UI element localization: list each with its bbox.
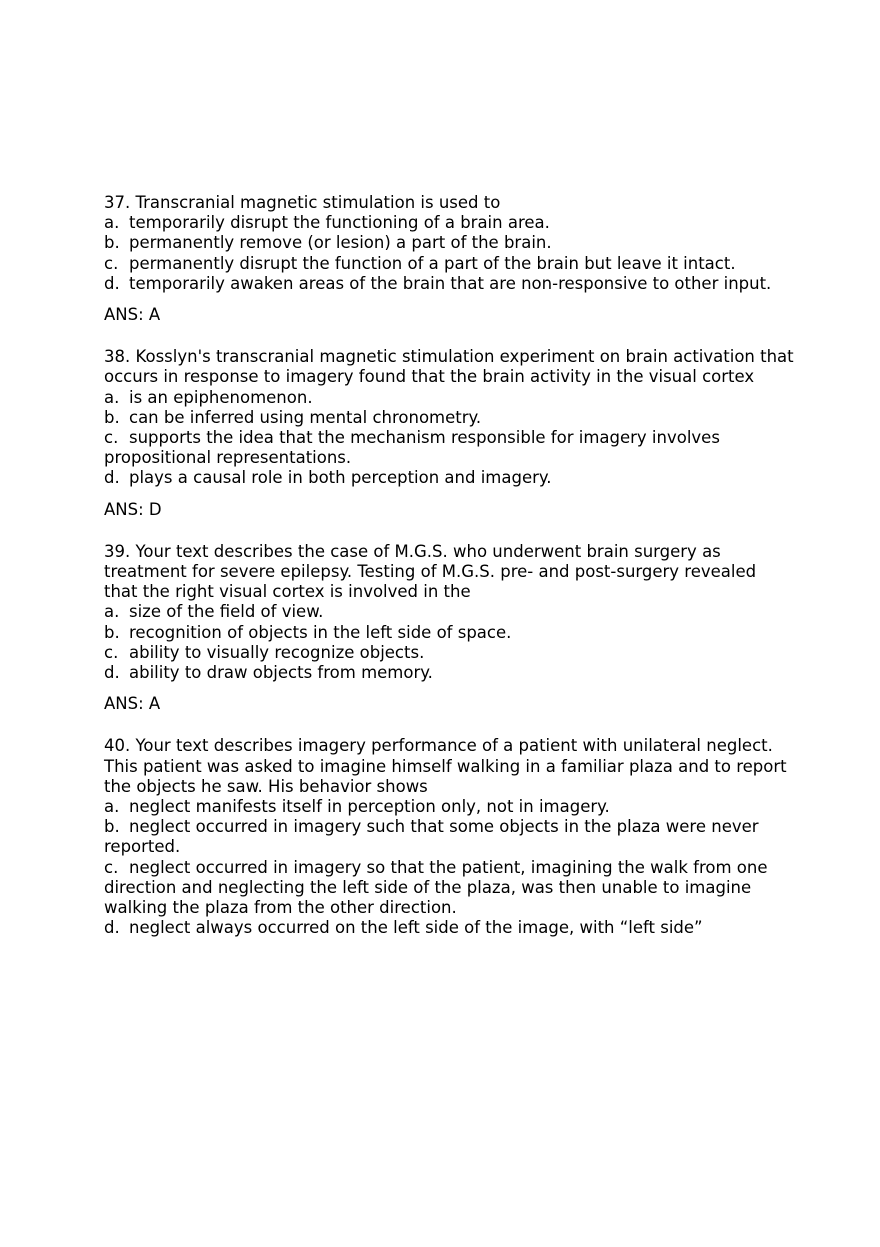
option-text: is an epiphenomenon. [129,387,313,407]
option-d [104,663,794,683]
option-d [104,918,794,938]
option-c [104,254,794,274]
option-text: ability to visually recognize objects. [129,642,425,662]
option-letter: a. [104,213,120,233]
answer-key: ANS: A [104,305,161,325]
option-text: permanently disrupt the function of a part of the brain but leave it intact. [129,253,736,273]
option-letter: d. [104,273,120,293]
option-text: can be inferred using mental chronometry. [129,407,482,427]
option-d [104,274,794,294]
option-a [104,797,794,817]
option-text: plays a causal role in both perception and imagery. [129,468,552,488]
option-text: temporarily awaken areas of the brain that are non-responsive to other input. [129,273,772,293]
option-a [104,388,794,408]
option-letter: b. [104,407,120,427]
option-text: neglect always occurred on the left side of the image, with “left side” [129,918,703,938]
option-letter: b. [104,817,120,837]
option-letter: c. [104,428,119,448]
option-text: supports the idea that the mechanism responsible for imagery involves propositional representations. [104,428,720,468]
option-text: recognition of objects in the left side of space. [129,622,512,642]
option-letter: a. [104,797,120,817]
option-b [104,233,794,253]
option-letter: c. [104,642,119,662]
question-stem: 39. Your text describes the case of M.G.S. who underwent brain surgery as treatment for severe epilepsy. Testing of M.G.S. pre- and post-surgery revealed that the right visual cortex is involved in the [104,541,757,602]
option-letter: c. [104,253,119,273]
option-letter: b. [104,233,120,253]
answer-key: ANS: D [104,499,162,519]
option-text: neglect occurred in imagery such that some objects in the plaza were never reported. [104,817,759,857]
option-b [104,817,794,857]
option-c [104,858,794,919]
option-letter: a. [104,602,120,622]
option-b [104,623,794,643]
question-stem: 40. Your text describes imagery performance of a patient with unilateral neglect. This patient was asked to imagine himself walking in a familiar plaza and to report the objects he saw. His behavior shows [104,736,787,796]
option-text: temporarily disrupt the functioning of a brain area. [129,213,550,233]
option-c [104,428,794,468]
question-stem: 38. Kosslyn's transcranial magnetic stimulation experiment on brain activation that occurs in response to imagery found that the brain activity in the visual cortex [104,347,794,387]
option-letter: c. [104,857,119,877]
question-39 [104,542,794,715]
question-40 [104,736,794,938]
option-letter: d. [104,663,120,683]
option-text: neglect manifests itself in perception only, not in imagery. [129,797,610,817]
question-38 [104,347,794,520]
option-text: neglect occurred in imagery so that the patient, imagining the walk from one direction and neglecting the left side of the plaza, was then unable to imagine walking the plaza from the other direction. [104,857,768,918]
option-letter: d. [104,918,120,938]
option-c [104,643,794,663]
option-b [104,408,794,428]
option-letter: b. [104,622,120,642]
question-37 [104,193,794,325]
option-a [104,602,794,622]
option-a [104,213,794,233]
option-letter: d. [104,468,120,488]
option-text: size of the field of view. [129,602,324,622]
option-text: permanently remove (or lesion) a part of the brain. [129,233,552,253]
answer-key: ANS: A [104,694,161,714]
document-page [104,193,794,939]
option-text: ability to draw objects from memory. [129,663,433,683]
question-stem: 37. Transcranial magnetic stimulation is used to [104,193,501,212]
option-d [104,468,794,488]
option-letter: a. [104,387,120,407]
